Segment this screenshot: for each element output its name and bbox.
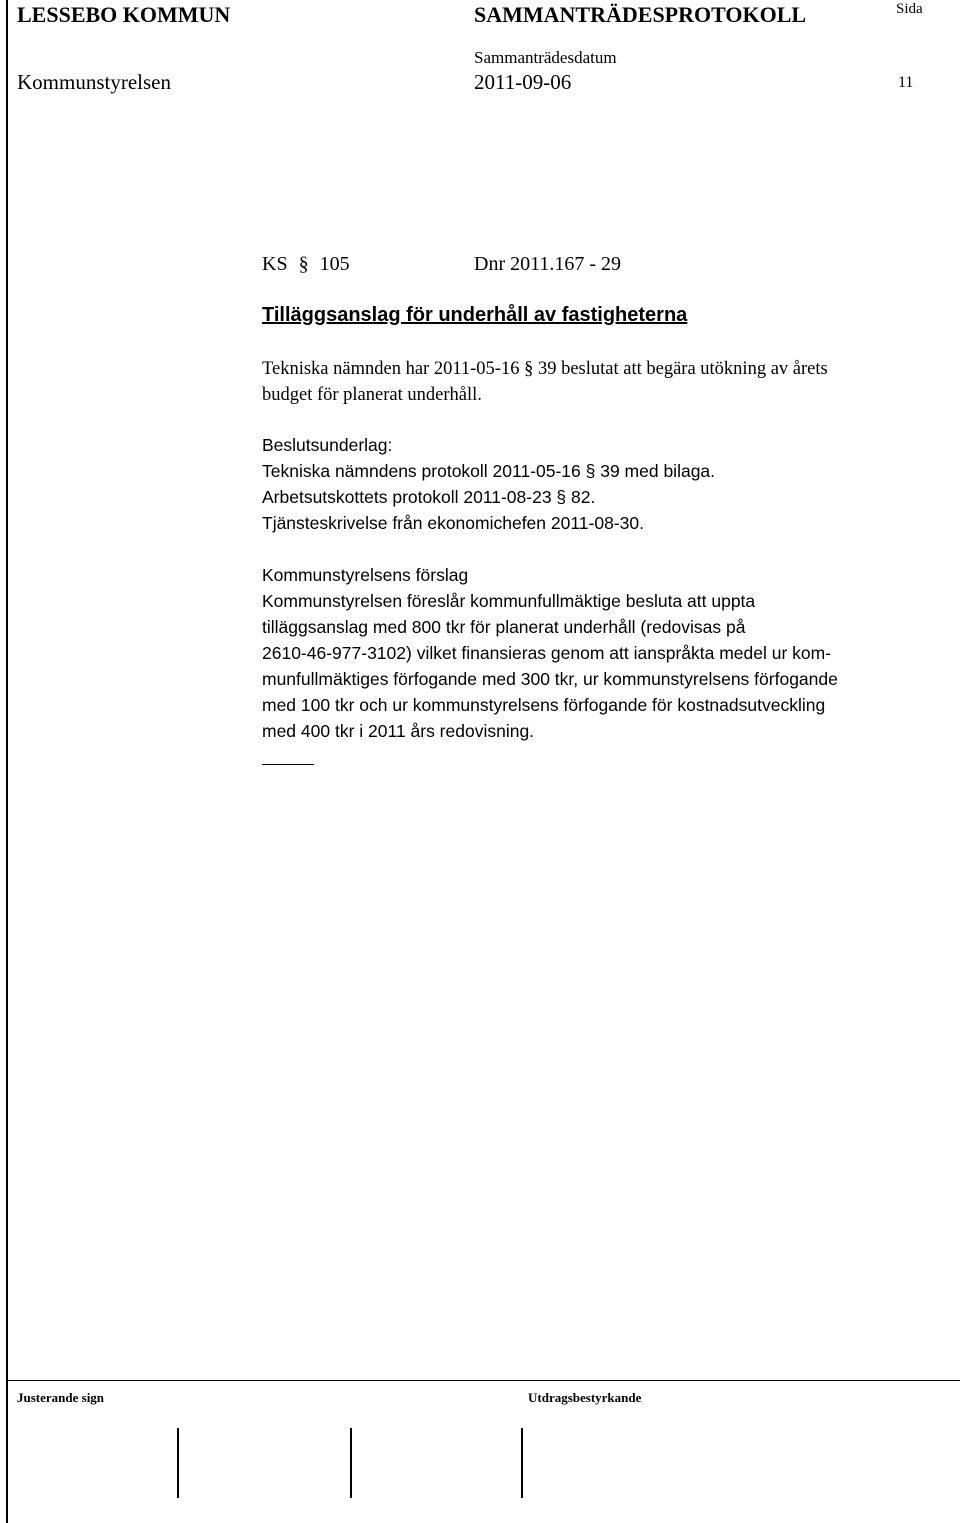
case-reference	[262, 253, 350, 276]
signature-box-divider	[177, 1428, 179, 1498]
proposal-line: 2610-46-977-3102) vilket finansieras genom att ianspråkta medel ur kom-	[262, 643, 832, 663]
case-title: Tilläggsanslag för underhåll av fastigheterna	[262, 304, 688, 326]
basis-item: Tjänsteskrivelse från ekonomichefen 2011-08-30.	[262, 513, 644, 533]
basis-item: Arbetsutskottets protokoll 2011-08-23 § 82.	[262, 487, 596, 507]
decision-basis	[262, 432, 952, 536]
committee-name: Kommunstyrelsen	[17, 70, 171, 94]
intro-paragraph	[262, 356, 952, 408]
left-margin-line	[6, 0, 8, 1523]
proposal-heading: Kommunstyrelsens förslag	[262, 565, 469, 585]
proposal-line: tilläggsanslag med 800 tkr för planerat underhåll (redovisas på	[262, 617, 746, 637]
signature-box-divider	[521, 1428, 523, 1498]
municipality-name: LESSEBO KOMMUN	[17, 2, 231, 27]
meeting-date: 2011-09-06	[474, 70, 572, 94]
proposal-line: med 100 tkr och ur kommunstyrelsens förfogande för kostnadsutveckling	[262, 695, 826, 715]
signature-box-divider	[350, 1428, 352, 1498]
proposal-line: Kommunstyrelsen föreslår kommunfullmäktige besluta att uppta	[262, 591, 756, 611]
proposal-line: med 400 tkr i 2011 års redovisning.	[262, 721, 535, 741]
footer-divider	[8, 1380, 960, 1381]
section-sign: §	[298, 253, 309, 275]
page-number: 11	[898, 74, 914, 91]
proposal-line: munfullmäktiges förfogande med 300 tkr, ur kommunstyrelsens förfogande	[262, 669, 838, 689]
extract-certification-label: Utdragsbestyrkande	[528, 1390, 642, 1405]
intro-line: budget för planerat underhåll.	[262, 385, 482, 405]
proposal-section	[262, 562, 952, 744]
section-end-rule	[262, 764, 314, 765]
intro-line: Tekniska nämnden har 2011-05-16 § 39 beslutat att begära utökning av årets	[262, 359, 828, 379]
ks-prefix: KS	[262, 253, 288, 275]
meeting-date-label: Sammanträdesdatum	[474, 48, 617, 67]
diary-number: Dnr 2011.167 - 29	[474, 253, 622, 275]
document-type: SAMMANTRÄDESPROTOKOLL	[474, 2, 807, 27]
signature-label: Justerande sign	[17, 1390, 105, 1405]
ks-number: 105	[319, 253, 350, 275]
page-label: Sida	[896, 1, 923, 17]
basis-item: Tekniska nämndens protokoll 2011-05-16 § 39 med bilaga.	[262, 461, 716, 481]
basis-heading: Beslutsunderlag:	[262, 435, 393, 455]
